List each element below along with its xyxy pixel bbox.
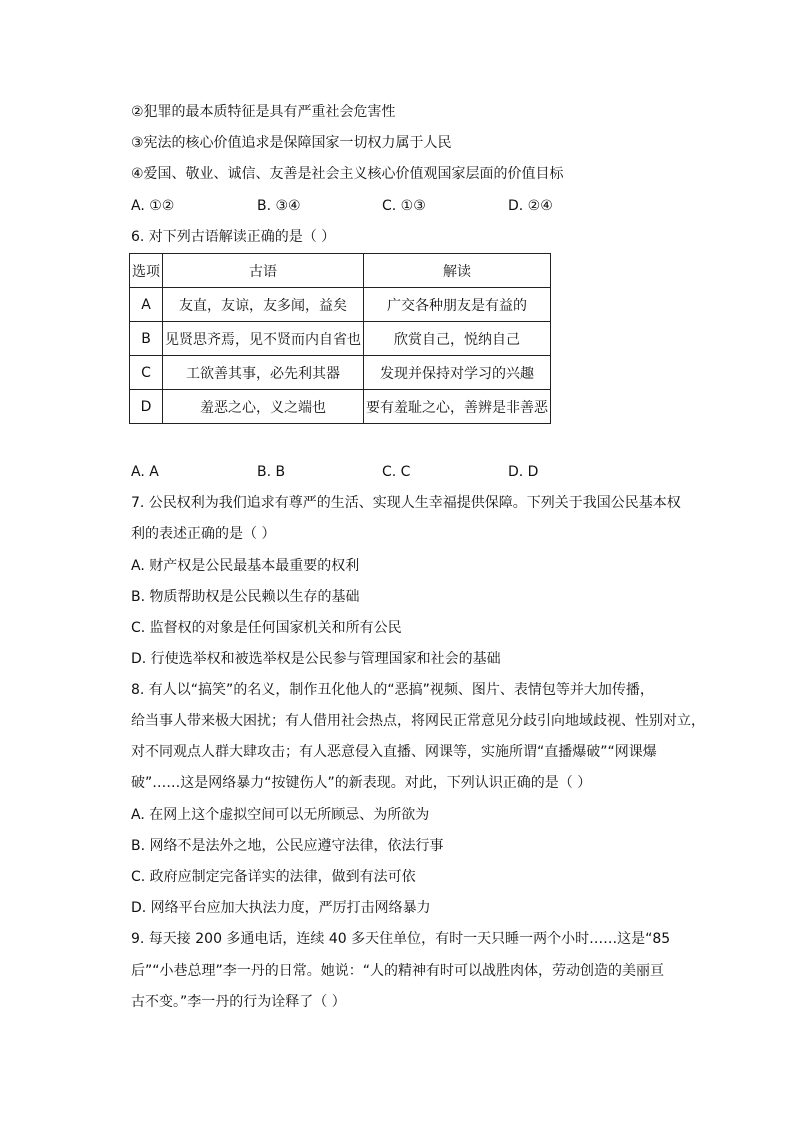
statement-4: ④爱国、敬业、诚信、友善是社会主义核心价值观国家层面的价值目标 <box>131 166 564 182</box>
q6-table <box>129 253 551 424</box>
table-row <box>130 390 551 424</box>
q6-option-d: D. D <box>508 464 539 480</box>
q7-stem-line-1: 7. 公民权利为我们追求有尊严的生活、实现人生幸福提供保障。下列关于我国公民基本权 <box>131 495 681 511</box>
table-cell: 羞恶之心，义之端也 <box>163 390 364 424</box>
table-header: 解读 <box>364 254 551 288</box>
statement-3: ③宪法的核心价值追求是保障国家一切权力属于人民 <box>131 135 452 151</box>
q5-option-b: B. ③④ <box>257 198 301 214</box>
table-header-row <box>130 254 551 288</box>
table-cell: 欣赏自己，悦纳自己 <box>364 322 551 356</box>
statement-2: ②犯罪的最本质特征是具有严重社会危害性 <box>131 104 396 120</box>
table-header: 古语 <box>163 254 364 288</box>
table-cell: 发现并保持对学习的兴趣 <box>364 356 551 390</box>
q9-stem-line-1: 9. 每天接 200 多通电话，连续 40 多天住单位，有时一天只睡一两个小时……这是“85 <box>131 931 671 947</box>
q7-option-b: B. 物质帮助权是公民赖以生存的基础 <box>131 589 360 605</box>
table-cell: 友直，友谅，友多闻，益矣 <box>163 288 364 322</box>
table-cell: 见贤思齐焉，见不贤而内自省也 <box>163 322 364 356</box>
q9-stem-line-3: 古不变。”李一丹的行为诠释了（ ） <box>131 994 346 1010</box>
table-header: 选项 <box>130 254 163 288</box>
q8-option-d: D. 网络平台应加大执法力度，严厉打击网络暴力 <box>131 900 431 916</box>
q8-option-b: B. 网络不是法外之地，公民应遵守法律，依法行事 <box>131 838 444 854</box>
q7-option-a: A. 财产权是公民最基本最重要的权利 <box>131 558 360 574</box>
table-cell: C <box>130 356 163 390</box>
table-cell: A <box>130 288 163 322</box>
q8-option-a: A. 在网上这个虚拟空间可以无所顾忌、为所欲为 <box>131 807 430 823</box>
q8-stem-line-4: 破”……这是网络暴力“按键伤人”的新表现。对此，下列认识正确的是（ ） <box>131 775 592 791</box>
q6-stem: 6. 对下列古语解读正确的是（ ） <box>131 229 336 245</box>
q6-option-a: A. A <box>131 464 159 480</box>
q5-option-d: D. ②④ <box>508 198 553 214</box>
q8-option-c: C. 政府应制定完备详实的法律，做到有法可依 <box>131 869 416 885</box>
table-row <box>130 356 551 390</box>
q7-option-d: D. 行使选举权和被选举权是公民参与管理国家和社会的基础 <box>131 651 501 667</box>
q8-stem-line-3: 对不同观点人群大肆攻击；有人恶意侵入直播、网课等，实施所谓“直播爆破”“网课爆 <box>131 744 657 760</box>
table-cell: D <box>130 390 163 424</box>
table-cell: 广交各种朋友是有益的 <box>364 288 551 322</box>
table-cell: 工欲善其事，必先利其器 <box>163 356 364 390</box>
q9-stem-line-2: 后”“小巷总理”李一丹的日常。她说：“人的精神有时可以战胜肉体，劳动创造的美丽亘 <box>131 963 665 979</box>
q6-option-b: B. B <box>257 464 286 480</box>
table-cell: 要有羞耻之心，善辨是非善恶 <box>364 390 551 424</box>
q7-stem-line-2: 利的表述正确的是（ ） <box>131 526 276 542</box>
table-row <box>130 322 551 356</box>
q5-option-c: C. ①③ <box>382 198 426 214</box>
q5-option-a: A. ①② <box>131 198 175 214</box>
q8-stem-line-2: 给当事人带来极大困扰；有人借用社会热点，将网民正常意见分歧引向地域歧视、性别对立， <box>131 713 705 729</box>
table-row <box>130 288 551 322</box>
q8-stem-line-1: 8. 有人以“搞笑”的名义，制作丑化他人的“恶搞”视频、图片、表情包等并大加传播， <box>131 682 654 698</box>
q6-option-c: C. C <box>382 464 411 480</box>
q7-option-c: C. 监督权的对象是任何国家机关和所有公民 <box>131 620 402 636</box>
table-cell: B <box>130 322 163 356</box>
